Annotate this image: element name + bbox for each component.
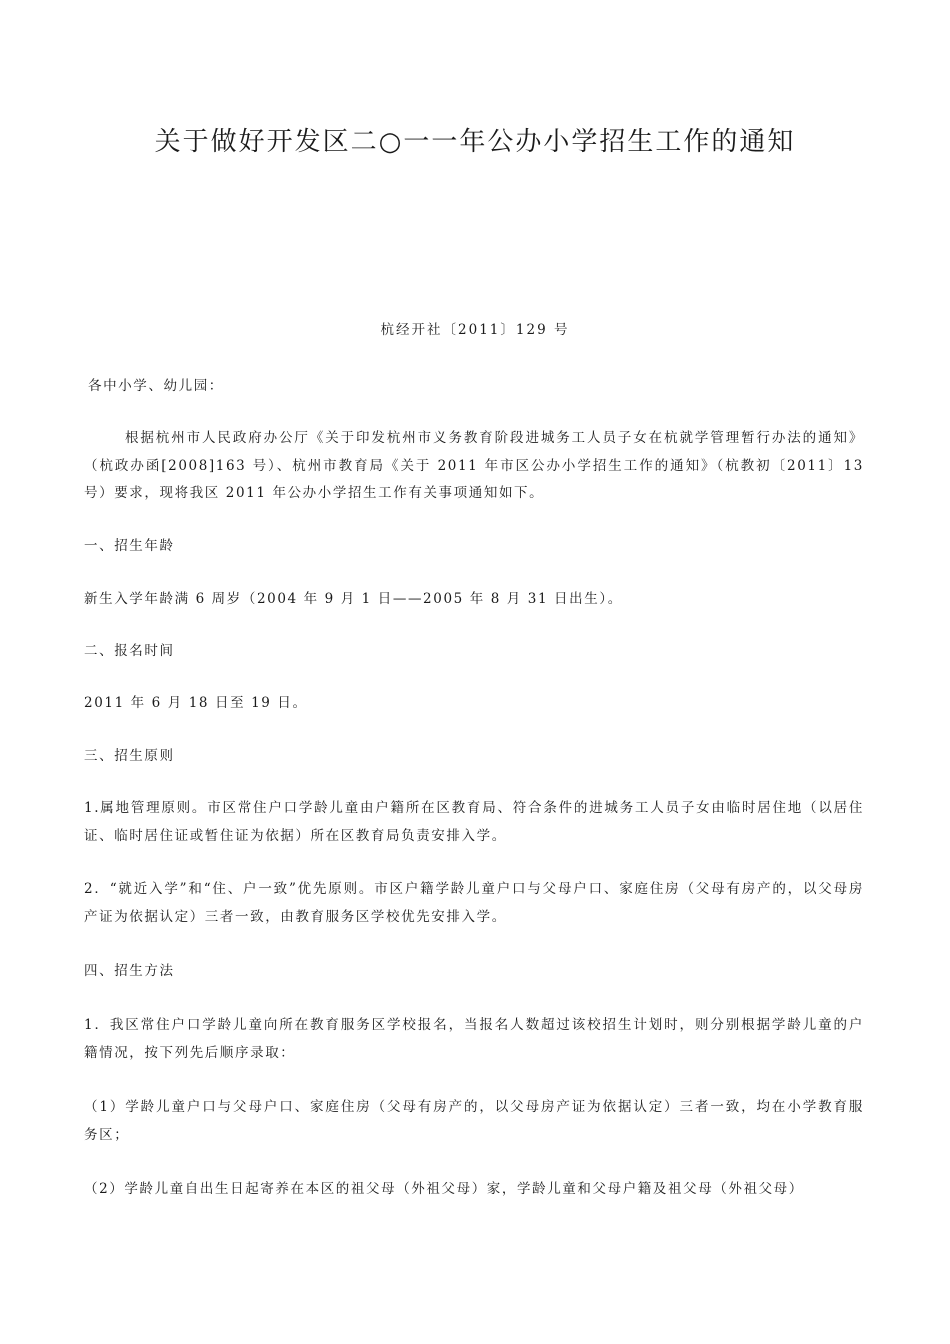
document-title: 关于做好开发区二○一一年公办小学招生工作的通知	[154, 127, 796, 157]
section-heading-registration-time: 二、报名时间	[84, 643, 175, 659]
paragraph-principle-2: 2．“就近入学”和“住、户一致”优先原则。市区户籍学龄儿童户口与父母户口、家庭住房（父母有房产的，以父母房产证为依据认定）三者一致，由教育服务区学校优先安排入学。	[84, 881, 864, 925]
intro-paragraph: 根据杭州市人民政府办公厅《关于印发杭州市义务教育阶段进城务工人员子女在杭就学管理暂行办法的通知》（杭政办函[2008]163 号）、杭州市教育局《关于 2011 年市区公办小学招生工作的通知》（杭教初〔2011〕13 号）要求，现将我区 2011 年公办小学招生工作有关事项通知如下。	[84, 430, 864, 501]
paragraph-method-1: 1．我区常住户口学龄儿童向所在教育服务区学校报名，当报名人数超过该校招生计划时，则分别根据学龄儿童的户籍情况，按下列先后顺序录取：	[84, 1017, 864, 1061]
section-heading-methods: 四、招生方法	[84, 963, 175, 979]
document-number: 杭经开社〔2011〕129 号	[380, 322, 570, 338]
paragraph-method-1-item-2: （2）学龄儿童自出生日起寄养在本区的祖父母（外祖父母）家，学龄儿童和父母户籍及祖父母（外祖父母）	[84, 1181, 804, 1197]
paragraph-registration-time: 2011 年 6 月 18 日至 19 日。	[84, 695, 308, 711]
addressee: 各中小学、幼儿园：	[88, 378, 224, 394]
section-heading-principles: 三、招生原则	[84, 748, 175, 764]
paragraph-age: 新生入学年龄满 6 周岁（2004 年 9 月 1 日——2005 年 8 月 31 日出生）。	[84, 591, 623, 607]
section-heading-age: 一、招生年龄	[84, 538, 175, 554]
paragraph-method-1-item-1: （1）学龄儿童户口与父母户口、家庭住房（父母有房产的，以父母房产证为依据认定）三者一致，均在小学教育服务区；	[84, 1099, 864, 1143]
paragraph-principle-1: 1.属地管理原则。市区常住户口学龄儿童由户籍所在区教育局、符合条件的进城务工人员子女由临时居住地（以居住证、临时居住证或暂住证为依据）所在区教育局负责安排入学。	[84, 800, 864, 844]
